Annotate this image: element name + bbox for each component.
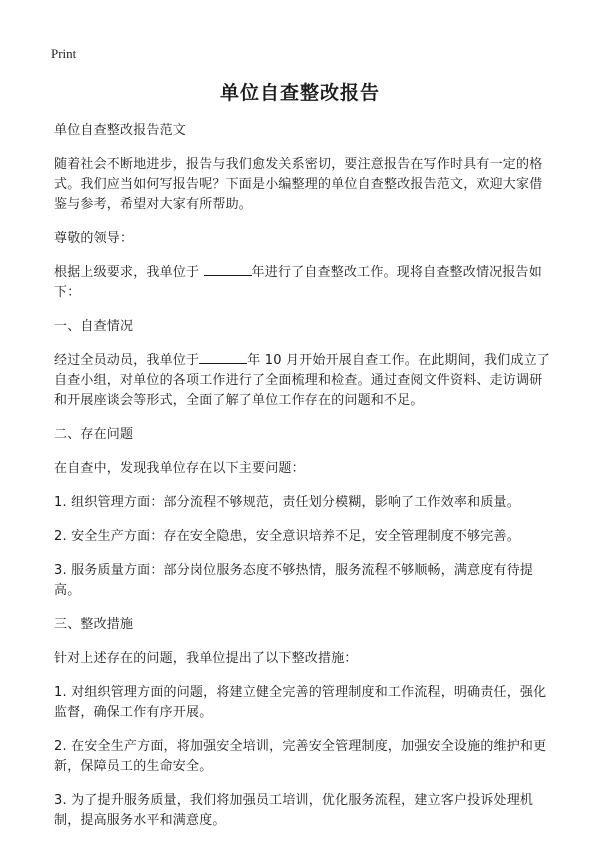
problem-item-1: 1. 组织管理方面：部分流程不够规范，责任划分模糊，影响了工作效率和质量。 (54, 495, 520, 510)
section1-text-b: 年 10 月开始开展自查工作。在此期间，我们成立了自查小组，对单位的各项工作进行了全面梳理和检查。通过查阅文件资料、走访调研和开展座谈会等形式，全面了解了单位工作存在的问题和不足。 (54, 353, 551, 408)
document-body (54, 121, 554, 845)
measure-item-2: 2. 在安全生产方面，将加强安全培训，完善安全管理制度，加强安全设施的维护和更新，保障员工的生命安全。 (54, 739, 547, 774)
intro-paragraph: 随着社会不断地进步，报告与我们愈发关系密切，要注意报告在写作时具有一定的格式。我们应当如何写报告呢？下面是小编整理的单位自查整改报告范文，欢迎大家借鉴与参考，希望对大家有所帮助。 (54, 157, 543, 212)
section2-intro: 在自查中，发现我单位存在以下主要问题： (54, 461, 305, 476)
section1-text-a: 经过全员动员，我单位于 (54, 353, 200, 368)
section1-heading: 一、自查情况 (54, 319, 134, 334)
section1-paragraph (54, 351, 554, 411)
opening-text-a: 根据上级要求，我单位于 (54, 265, 204, 280)
opening-text-b: 年进行了自查整改工作。现将自查整改情况报告如下： (54, 265, 542, 300)
measure-item-1: 1. 对组织管理方面的问题，将建立健全完善的管理制度和工作流程，明确责任，强化监督，确保工作有序开展。 (54, 685, 547, 720)
salutation: 尊敬的领导： (54, 231, 134, 246)
print-link[interactable]: Print (51, 46, 77, 61)
problem-item-3: 3. 服务质量方面：部分岗位服务态度不够热情，服务流程不够顺畅，满意度有待提高。 (54, 563, 534, 598)
document-title: 单位自查整改报告 (219, 82, 380, 104)
section3-intro: 针对上述存在的问题，我单位提出了以下整改措施： (54, 651, 358, 666)
problem-item-2: 2. 安全生产方面：存在安全隐患，安全意识培养不足，安全管理制度不够完善。 (54, 529, 520, 544)
opening-paragraph (54, 263, 554, 303)
section3-heading: 三、整改措施 (54, 617, 134, 632)
year-blank (204, 275, 252, 276)
year-blank (199, 363, 247, 364)
measure-item-3: 3. 为了提升服务质量，我们将加强员工培训，优化服务流程，建立客户投诉处理机制，提高服务水平和满意度。 (54, 793, 534, 828)
section2-heading: 二、存在问题 (54, 427, 134, 442)
document-subtitle: 单位自查整改报告范文 (54, 123, 187, 138)
